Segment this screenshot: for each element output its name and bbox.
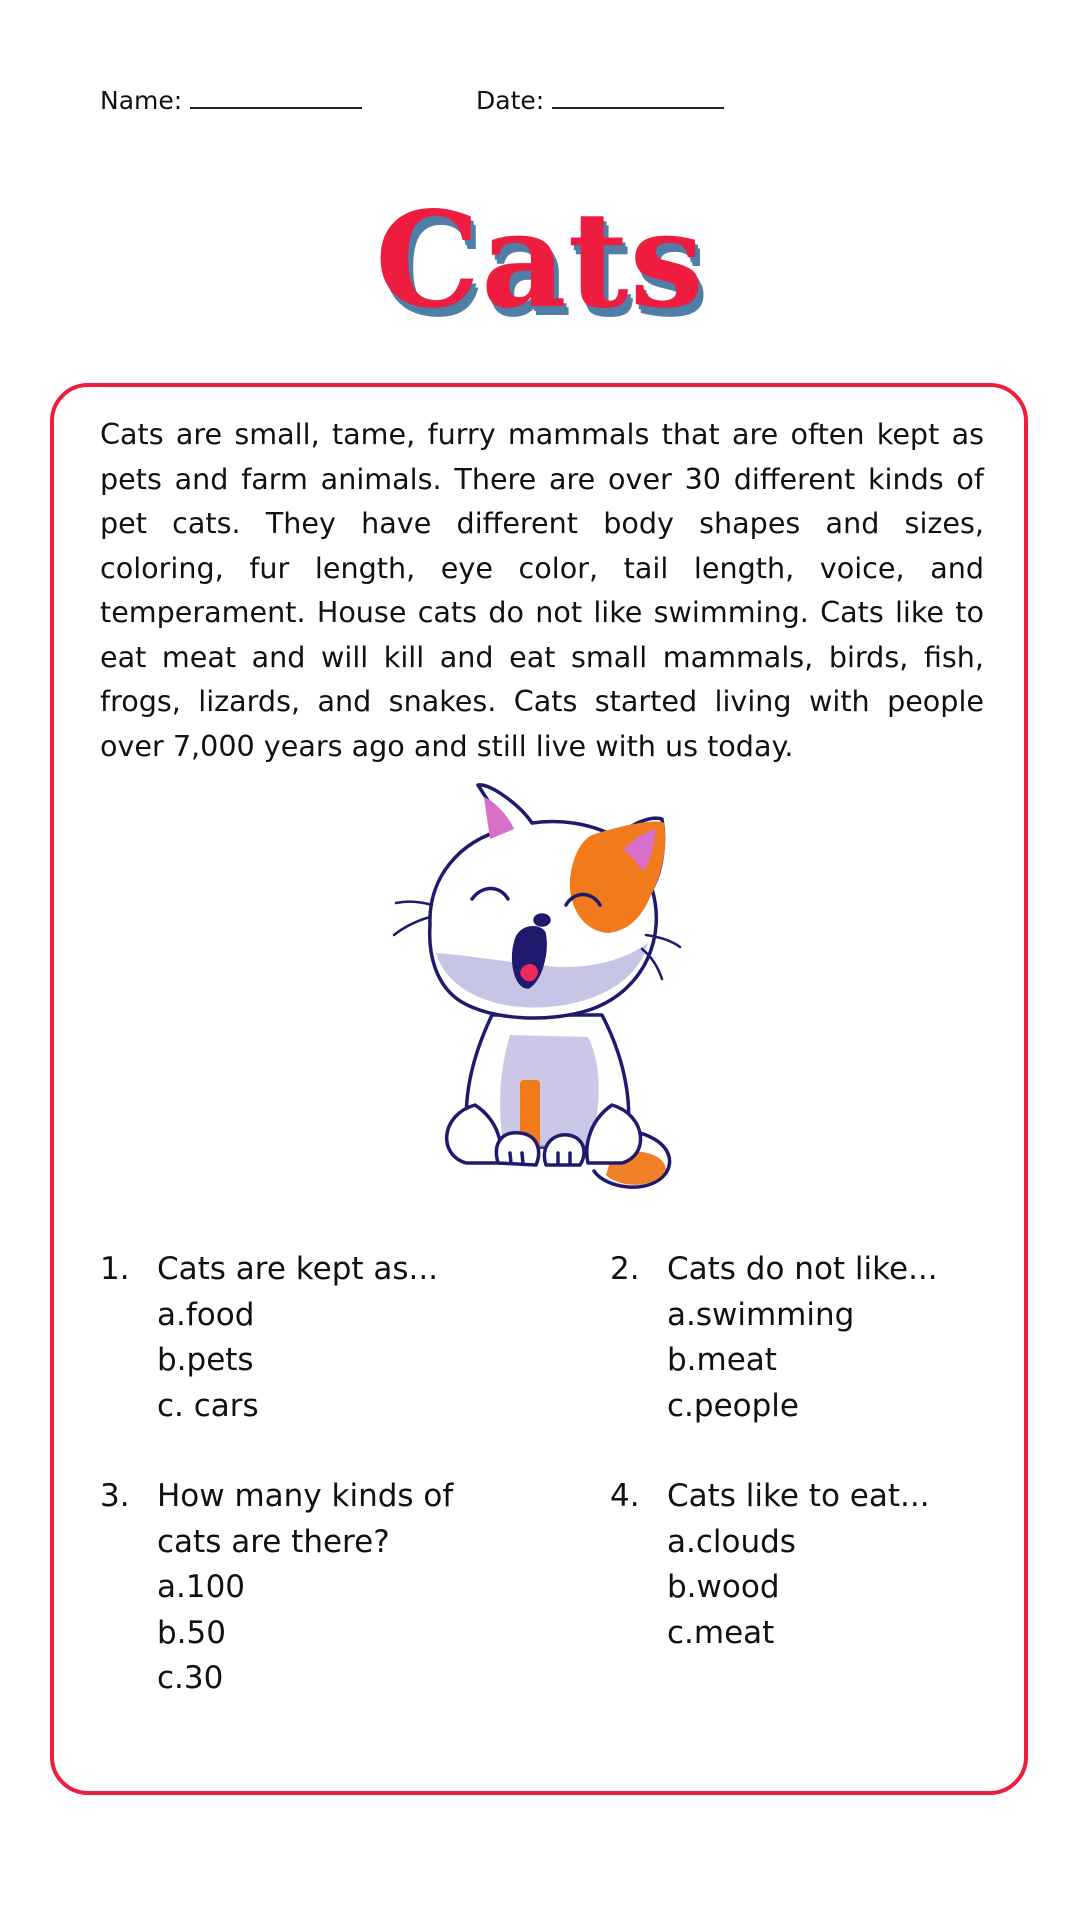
question-number: 1. [100, 1251, 130, 1287]
question-prompt-line-2: cats are there? [157, 1523, 390, 1560]
question-number: 4. [610, 1478, 640, 1514]
cat-icon [380, 775, 700, 1195]
worksheet-title: Cats [375, 183, 705, 338]
date-blank-line[interactable] [552, 87, 724, 109]
name-field[interactable] [100, 86, 362, 115]
answer-option-b[interactable]: b.meat [667, 1342, 777, 1378]
answer-option-c[interactable]: c.30 [157, 1660, 224, 1696]
answer-option-b[interactable]: b.50 [157, 1614, 226, 1651]
question-2 [610, 1247, 1010, 1429]
answer-option-c[interactable]: c. cars [157, 1387, 259, 1424]
name-blank-line[interactable] [190, 87, 362, 109]
question-prompt: Cats like to eat... [667, 1478, 930, 1514]
date-field[interactable] [476, 86, 724, 115]
date-label: Date: [476, 86, 545, 115]
answer-option-b[interactable]: b.wood [667, 1569, 780, 1605]
question-prompt-line-1: How many kinds of [157, 1478, 454, 1514]
answer-option-a[interactable]: a.100 [157, 1569, 246, 1605]
answer-option-c[interactable]: c.people [667, 1387, 799, 1424]
answer-option-a[interactable]: a.clouds [667, 1523, 796, 1560]
name-label: Name: [100, 86, 183, 115]
question-prompt: Cats are kept as... [157, 1251, 439, 1287]
reading-passage: Cats are small, tame, furry mammals that are often kept as pets and farm animals. There are over 30 different kinds of pet cats. They have different body shapes and sizes, coloring, fur length, eye color, tail length, voice, and temperament. House cats do not like swimming. Cats like to eat meat and will kill and eat small mammals, birds, fish, frogs, lizards, and snakes. Cats started living with people over 7,000 years ago and still live with us today. [100, 417, 984, 763]
answer-option-a[interactable]: a.swimming [667, 1296, 855, 1333]
question-4 [610, 1474, 1010, 1656]
cat-illustration [380, 775, 700, 1195]
question-number: 2. [610, 1251, 640, 1287]
question-number: 3. [100, 1478, 130, 1514]
question-1 [100, 1247, 520, 1429]
question-3 [100, 1474, 520, 1702]
answer-option-c[interactable]: c.meat [667, 1614, 775, 1651]
question-prompt: Cats do not like... [667, 1251, 938, 1287]
answer-option-a[interactable]: a.food [157, 1296, 255, 1333]
answer-option-b[interactable]: b.pets [157, 1342, 254, 1378]
